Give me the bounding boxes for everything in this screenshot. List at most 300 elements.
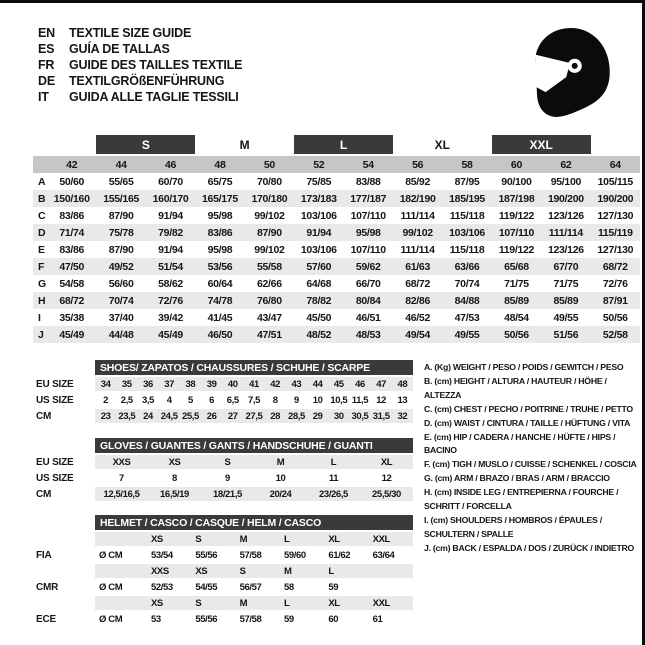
table-cell: 4 — [166, 394, 172, 406]
column-header: 64 — [609, 158, 621, 171]
table-cell: 85/92 — [405, 175, 430, 188]
table-cell: 123/126 — [547, 209, 584, 222]
table-cell: 61/63 — [405, 260, 430, 273]
language-title-text: GUIDA ALLE TAGLIE TESSILI — [69, 90, 239, 104]
size-band-xl: XL — [434, 137, 450, 152]
table-cell: 66/70 — [355, 277, 381, 290]
table-cell: 18/21,5 — [213, 488, 242, 500]
textile-size-table — [33, 135, 640, 343]
table-cell: 67/70 — [553, 260, 579, 273]
table-cell: 76/80 — [256, 294, 282, 307]
table-cell: 50/60 — [59, 175, 85, 188]
sub-table-row — [36, 596, 413, 610]
table-cell: 31,5 — [372, 410, 390, 422]
table-cell: 78/82 — [306, 294, 332, 307]
gloves-section-title: GLOVES / GUANTES / GANTS / HANDSCHUHE / GUANTI — [95, 438, 413, 453]
sub-table-row — [36, 564, 413, 578]
row-letter: D — [38, 226, 46, 239]
table-cell: 12 — [376, 394, 387, 406]
sub-table-row — [36, 455, 413, 469]
table-cell: 59 — [328, 581, 339, 593]
table-cell: 87/90 — [256, 226, 282, 239]
table-cell: 182/190 — [399, 192, 436, 205]
gloves-header-spacer — [36, 438, 95, 453]
table-cell: 39 — [206, 378, 217, 390]
column-header: 60 — [510, 158, 522, 171]
table-cell: 111/114 — [400, 243, 435, 256]
language-code: IT — [38, 90, 49, 104]
row-cells — [95, 487, 413, 501]
table-cell: 23/26,5 — [319, 488, 348, 500]
table-cell: 47/53 — [454, 311, 480, 324]
table-cell: 53 — [151, 613, 161, 625]
table-cell: 46/51 — [355, 311, 381, 324]
language-title-line — [38, 73, 242, 89]
table-cell: 2,5 — [120, 394, 133, 406]
table-cell: 83/88 — [355, 175, 381, 188]
table-cell: 39/42 — [158, 311, 183, 324]
table-cell: 3,5 — [141, 394, 154, 406]
table-cell: 44/48 — [108, 328, 134, 341]
table-cell: 49/54 — [405, 328, 430, 341]
table-cell: L — [283, 533, 290, 545]
table-cell: 44 — [312, 378, 323, 390]
table-cell: 10 — [275, 472, 286, 484]
row-letter: G — [38, 277, 46, 290]
table-cell: 80/84 — [355, 294, 381, 307]
table-cell: 6 — [209, 394, 215, 406]
table-cell: 46/50 — [207, 328, 233, 341]
row-letter: A — [38, 175, 46, 188]
table-cell: 61/62 — [328, 549, 351, 561]
table-cell: 91/94 — [306, 226, 332, 239]
row-cells — [95, 612, 413, 626]
table-cell: 30 — [333, 410, 344, 422]
table-cell: M — [239, 533, 248, 545]
table-cell: 29 — [312, 410, 323, 422]
table-cell: 123/126 — [547, 243, 584, 256]
table-cell: 27,5 — [245, 410, 263, 422]
language-title-text: GUIDE DES TAILLES TEXTILE — [69, 58, 243, 72]
table-cell: 24,5 — [160, 410, 178, 422]
row-cells — [95, 471, 413, 485]
table-cell: 45/50 — [306, 311, 332, 324]
table-cell: 95/98 — [355, 226, 381, 239]
table-cell: 2 — [103, 394, 109, 406]
table-cell: M — [239, 597, 248, 609]
table-cell: 28,5 — [287, 410, 305, 422]
table-cell: 7,5 — [247, 394, 260, 406]
table-cell: 43 — [291, 378, 302, 390]
helmet-header-spacer — [36, 515, 95, 530]
table-cell: 50/56 — [602, 311, 628, 324]
row-label: US SIZE — [36, 472, 74, 484]
table-cell: 155/165 — [103, 192, 140, 205]
table-cell: 52/58 — [602, 328, 628, 341]
table-cell: 32 — [397, 410, 408, 422]
row-label: ECE — [36, 613, 56, 625]
legend-item: E. (cm) HIP / CADERA / HANCHE / HÜFTE / HIPS / BACINO — [424, 431, 616, 456]
table-cell: 95/100 — [550, 175, 582, 188]
row-letter: B — [38, 192, 46, 205]
language-title-text: TEXTILGRÖßENFÜHRUNG — [69, 74, 225, 88]
table-cell: 107/110 — [498, 226, 535, 239]
table-cell: 115/118 — [449, 243, 485, 256]
table-cell: 20/24 — [269, 488, 292, 500]
table-cell: 27 — [227, 410, 238, 422]
table-cell: 26 — [206, 410, 217, 422]
textile-row-j — [33, 326, 640, 343]
column-header: 52 — [313, 158, 325, 171]
table-cell: 70/74 — [454, 277, 480, 290]
column-header: 62 — [560, 158, 572, 171]
table-cell: 185/195 — [449, 192, 485, 205]
table-cell: 56/60 — [108, 277, 134, 290]
table-cell: 72/76 — [158, 294, 183, 307]
row-label: EU SIZE — [36, 456, 74, 468]
table-cell: 87/90 — [108, 209, 134, 222]
table-cell: 87/90 — [108, 243, 134, 256]
table-cell: 68/72 — [405, 277, 430, 290]
sub-table-row — [36, 487, 413, 501]
table-cell: S — [224, 456, 231, 468]
table-cell: S — [239, 565, 246, 577]
table-cell: 170/180 — [251, 192, 288, 205]
table-cell: 79/82 — [158, 226, 183, 239]
row-label: US SIZE — [36, 394, 74, 406]
table-cell: 127/130 — [597, 243, 634, 256]
table-cell: Ø CM — [99, 581, 123, 593]
column-header: 44 — [115, 158, 127, 171]
table-cell: 95/98 — [207, 209, 233, 222]
column-header: 46 — [164, 158, 177, 171]
table-cell: 46 — [355, 378, 365, 390]
textile-row-g — [33, 275, 640, 292]
table-cell: 5 — [187, 394, 193, 406]
table-cell: XXL — [372, 533, 390, 545]
shoes-section-title: SHOES/ ZAPATOS / CHAUSSURES / SCHUHE / SCARPE — [95, 360, 413, 375]
row-label: CMR — [36, 581, 59, 593]
legend-item: F. (cm) TIGH / MUSLO / CUISSE / SCHENKEL / COSCIA — [424, 459, 637, 470]
table-cell: 99/102 — [254, 243, 285, 256]
table-cell: 24 — [143, 410, 153, 422]
table-cell: L — [283, 597, 290, 609]
table-cell: 40 — [227, 378, 238, 390]
table-cell: 48/52 — [306, 328, 332, 341]
table-cell: 187/198 — [498, 192, 535, 205]
row-letter: E — [38, 243, 45, 256]
table-cell — [369, 564, 413, 578]
row-label — [36, 532, 95, 546]
table-cell — [95, 564, 147, 578]
size-band-m: M — [239, 137, 250, 152]
table-cell: 42 — [270, 378, 281, 390]
table-cell: 63/64 — [372, 549, 395, 561]
table-cell: 47/51 — [256, 328, 282, 341]
table-cell: 58/62 — [158, 277, 183, 290]
table-cell — [95, 596, 147, 610]
table-cell: 60 — [328, 613, 339, 625]
size-band-row — [33, 135, 640, 154]
table-cell: XXS — [151, 565, 169, 577]
table-cell: S — [195, 533, 202, 545]
table-cell: 51/56 — [553, 328, 579, 341]
row-cells — [95, 596, 413, 610]
row-cells — [95, 564, 413, 578]
table-cell: 35/38 — [59, 311, 85, 324]
table-cell: M — [283, 565, 292, 577]
table-cell: 37 — [164, 378, 175, 390]
table-cell: S — [195, 597, 202, 609]
column-header: 54 — [362, 158, 374, 171]
textile-row-a — [33, 173, 640, 190]
table-cell: XS — [168, 456, 181, 468]
row-letter: F — [38, 260, 45, 273]
sub-table-row — [36, 377, 413, 391]
column-header: 50 — [263, 158, 275, 171]
table-cell: 107/110 — [350, 243, 386, 256]
row-cells — [95, 455, 413, 469]
table-cell: 54/55 — [195, 581, 218, 593]
table-cell: 7 — [119, 472, 124, 484]
table-cell: 173/183 — [300, 192, 337, 205]
column-header: 58 — [461, 158, 473, 171]
table-cell: 43/47 — [256, 311, 282, 324]
table-cell: 91/94 — [158, 243, 183, 256]
row-label: CM — [36, 488, 52, 500]
table-cell: 71/74 — [59, 226, 85, 239]
table-cell: 64/68 — [306, 277, 332, 290]
table-cell: 48/54 — [504, 311, 529, 324]
helmet-section — [36, 515, 413, 628]
table-cell: 52/53 — [151, 581, 173, 593]
table-cell: XS — [195, 565, 208, 577]
table-cell: 71/75 — [504, 277, 529, 290]
row-label: FIA — [36, 549, 52, 561]
table-cell: 60/64 — [207, 277, 233, 290]
legend-item: C. (cm) CHEST / PECHO / POITRINE / TRUHE / PETTO — [424, 403, 633, 414]
table-cell: 68/72 — [602, 260, 628, 273]
table-cell: 36 — [143, 378, 153, 390]
sub-table-row — [36, 393, 413, 407]
table-cell: 12,5/16,5 — [103, 488, 140, 500]
table-cell: 49/55 — [553, 311, 579, 324]
table-cell: 56/57 — [239, 581, 262, 593]
table-cell: L — [330, 456, 337, 468]
table-cell: 60/70 — [158, 175, 183, 188]
table-cell: 119/122 — [498, 243, 535, 256]
table-cell: 48/53 — [355, 328, 381, 341]
sub-table-row — [36, 612, 413, 626]
sub-table-row — [36, 532, 413, 546]
sub-table-row — [36, 409, 413, 423]
legend-item: H. (cm) INSIDE LEG / ENTREPIERNA / FOURCHE / SCHRITT / FORCELLA — [424, 487, 619, 512]
table-cell: 85/89 — [504, 294, 529, 307]
racing-helmet-icon — [523, 23, 617, 120]
table-cell: 177/187 — [350, 192, 387, 205]
language-title-text: TEXTILE SIZE GUIDE — [69, 26, 192, 40]
row-letter: I — [38, 311, 41, 324]
table-cell: 87/95 — [454, 175, 480, 188]
table-cell: 38 — [185, 378, 196, 390]
table-cell: 41 — [249, 378, 259, 390]
table-cell: 71/75 — [553, 277, 579, 290]
table-cell: 65/68 — [504, 260, 529, 273]
language-code: ES — [38, 42, 55, 56]
table-cell: 82/86 — [405, 294, 430, 307]
table-cell: 6,5 — [226, 394, 239, 406]
table-cell: 8 — [172, 472, 177, 484]
table-cell: 49/52 — [108, 260, 134, 273]
legend-item: I. (cm) SHOULDERS / HOMBROS / ÉPAULES / SCHULTERN / SPALLE — [424, 514, 602, 539]
table-cell: 85/89 — [553, 294, 579, 307]
table-cell: 48 — [397, 378, 408, 390]
gloves-section — [36, 438, 413, 503]
table-cell: 119/122 — [498, 209, 535, 222]
table-cell: 23,5 — [118, 410, 136, 422]
table-cell: 65/75 — [207, 175, 233, 188]
table-cell: 95/98 — [207, 243, 233, 256]
table-cell: 30,5 — [351, 410, 369, 422]
table-cell: 83/86 — [207, 226, 233, 239]
table-cell: 53/56 — [207, 260, 233, 273]
table-cell: 99/102 — [254, 209, 285, 222]
table-cell: 127/130 — [597, 209, 634, 222]
table-cell: 9 — [225, 472, 230, 484]
table-cell: 68/72 — [59, 294, 85, 307]
table-cell: 70/80 — [256, 175, 282, 188]
table-cell: 103/106 — [300, 209, 337, 222]
table-cell: 87/91 — [602, 294, 628, 307]
table-cell: 8 — [272, 394, 278, 406]
table-cell: 57/58 — [239, 549, 262, 561]
table-cell: 72/76 — [602, 277, 628, 290]
table-cell: 13 — [397, 394, 408, 406]
table-cell: 45/49 — [59, 328, 85, 341]
table-cell: 59 — [283, 613, 294, 625]
language-title-line — [38, 89, 242, 105]
table-cell: 83/86 — [59, 209, 85, 222]
row-label: EU SIZE — [36, 378, 74, 390]
table-cell: 49/55 — [454, 328, 480, 341]
table-cell: 105/115 — [597, 175, 633, 188]
table-cell: 50/56 — [504, 328, 529, 341]
table-cell: Ø CM — [99, 549, 123, 561]
table-cell: 160/170 — [152, 192, 189, 205]
column-header-spacer — [33, 156, 47, 173]
table-cell: 57/60 — [306, 260, 332, 273]
measurement-legend — [424, 361, 640, 556]
size-number-row — [33, 156, 640, 173]
row-letter: C — [38, 209, 46, 222]
table-cell: XL — [380, 456, 393, 468]
language-code: EN — [38, 26, 55, 40]
sub-table-row — [36, 548, 413, 562]
table-cell: 75/78 — [108, 226, 134, 239]
table-cell: 47 — [376, 378, 387, 390]
row-cells — [95, 580, 413, 594]
row-label: CM — [36, 410, 52, 422]
table-cell: 55/58 — [256, 260, 282, 273]
table-cell: 23 — [100, 410, 111, 422]
table-cell: 75/85 — [306, 175, 332, 188]
table-cell: 115/118 — [449, 209, 485, 222]
table-cell: L — [328, 565, 334, 577]
table-cell: 45 — [333, 378, 344, 390]
table-cell: 103/106 — [300, 243, 337, 256]
table-cell: 34 — [100, 378, 111, 390]
table-cell: 25,5 — [181, 410, 199, 422]
textile-row-b — [33, 190, 640, 207]
table-cell: 107/110 — [350, 209, 386, 222]
row-cells — [95, 409, 413, 423]
gloves-rows — [36, 455, 413, 501]
size-band-xxl: XXL — [492, 135, 591, 154]
table-cell: 190/200 — [597, 192, 634, 205]
table-cell: 59/60 — [283, 549, 306, 561]
table-cell: 111/114 — [400, 209, 435, 222]
table-cell: 47/50 — [59, 260, 85, 273]
language-code: FR — [38, 58, 55, 72]
row-label — [36, 596, 95, 610]
row-letter: H — [38, 294, 46, 307]
size-band-s: S — [96, 135, 195, 154]
helmet-section-title: HELMET / CASCO / CASQUE / HELM / CASCO — [95, 515, 413, 530]
table-cell: 111/114 — [548, 226, 583, 239]
table-cell — [369, 580, 413, 594]
textile-row-d — [33, 224, 640, 241]
table-cell: XXS — [112, 456, 131, 468]
language-title-line — [38, 41, 242, 57]
table-cell: M — [276, 456, 285, 468]
textile-row-f — [33, 258, 640, 275]
column-header: 56 — [412, 158, 424, 171]
shoes-rows — [36, 377, 413, 423]
table-cell: 70/74 — [108, 294, 134, 307]
table-cell: 9 — [293, 394, 299, 406]
table-cell: 83/86 — [59, 243, 85, 256]
table-cell: 11,5 — [351, 394, 369, 406]
row-cells — [95, 393, 413, 407]
table-cell: 37/40 — [108, 311, 134, 324]
language-title-line — [38, 57, 242, 73]
table-cell: 12 — [381, 472, 392, 484]
table-cell: 115/119 — [597, 226, 633, 239]
table-cell: 99/102 — [402, 226, 433, 239]
language-title-line — [38, 25, 242, 41]
table-cell: Ø CM — [99, 613, 123, 625]
table-cell: 62/66 — [256, 277, 282, 290]
table-cell: 84/88 — [454, 294, 480, 307]
table-cell: 16,5/19 — [160, 488, 189, 500]
table-cell: XL — [328, 597, 340, 609]
table-cell: 91/94 — [158, 209, 183, 222]
table-cell: 25,5/30 — [372, 488, 401, 500]
table-cell: 57/58 — [239, 613, 262, 625]
table-cell: 150/160 — [53, 192, 90, 205]
table-cell: 41/45 — [207, 311, 233, 324]
textile-row-h — [33, 292, 640, 309]
legend-item: J. (cm) BACK / ESPALDA / DOS / ZURÜCK / INDIETRO — [424, 542, 635, 553]
column-header: 48 — [214, 158, 226, 171]
table-cell: 54/58 — [59, 277, 85, 290]
row-label — [36, 564, 95, 578]
language-title-list — [38, 25, 242, 105]
table-cell: 46/52 — [405, 311, 430, 324]
legend-item: G. (cm) ARM / BRAZO / BRAS / ARM / BRACCIO — [424, 473, 610, 484]
legend-item: A. (Kg) WEIGHT / PESO / POIDS / GEWITCH / PESO — [424, 362, 624, 372]
table-cell: 63/66 — [454, 260, 480, 273]
